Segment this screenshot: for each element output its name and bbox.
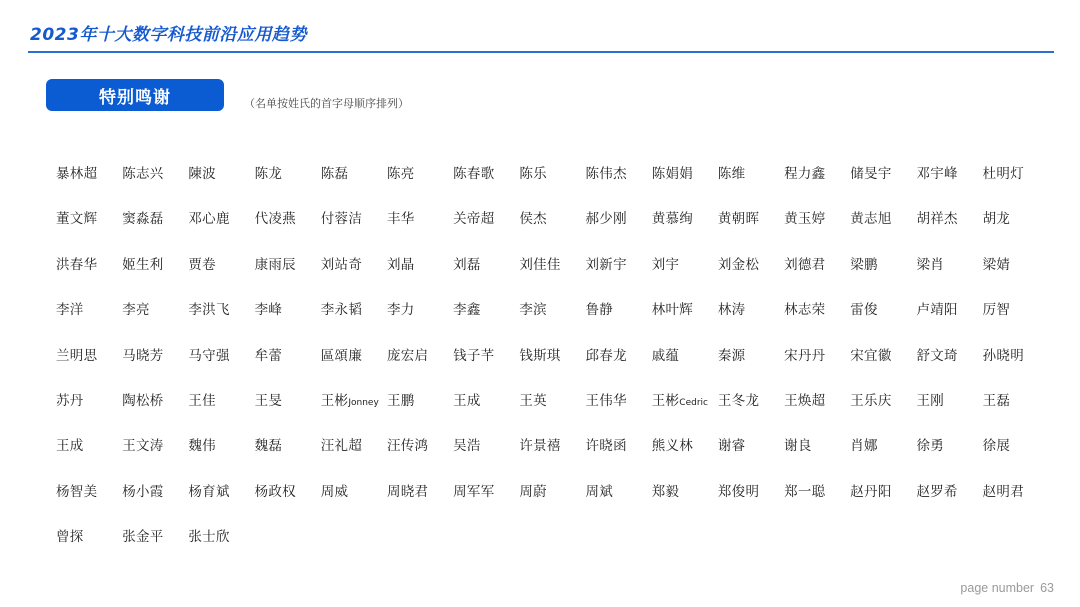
person-name: 邱春龙 (585, 347, 627, 364)
person-name: 王冬龙 (717, 392, 760, 409)
person-name: 黄朝晖 (717, 211, 760, 228)
person-name: 李峰 (254, 302, 283, 319)
person-name: 鲁静 (585, 302, 614, 319)
person-name: 暴林超 (56, 166, 98, 182)
person-name: 宋宜徽 (850, 347, 892, 364)
person-name: 陶松桥 (122, 392, 164, 409)
person-name: 區頌廉 (320, 347, 363, 364)
page-number-label: page number (960, 581, 1035, 595)
person-name: 孙晓明 (982, 347, 1025, 364)
person-name: 杨智美 (56, 483, 98, 500)
person-name: 吴浩 (453, 438, 481, 455)
person-name: 杜明灯 (982, 166, 1025, 182)
person-name: 黄慕绚 (651, 211, 694, 228)
person-name: 陈亮 (386, 166, 415, 182)
person-name: 关帝超 (453, 211, 495, 228)
person-name: 林叶辉 (651, 302, 694, 319)
person-name: 陈龙 (254, 166, 283, 182)
person-name: 王英 (519, 392, 547, 409)
person-name: 王文涛 (122, 438, 164, 455)
person-name: 戚蕴 (651, 347, 680, 364)
person-name (652, 391, 718, 436)
person-name: 李鑫 (453, 302, 481, 319)
person-name: 曾探 (56, 529, 84, 546)
person-name: 陳波 (188, 166, 216, 182)
person-name: 王刚 (916, 392, 945, 409)
person-name: 陈春歌 (453, 166, 495, 182)
person-name: 许晓函 (585, 438, 627, 455)
person-name: 周威 (320, 483, 349, 500)
person-name: 宋丹丹 (784, 347, 826, 364)
person-name: 谢睿 (717, 438, 746, 455)
person-name: 汪礼超 (320, 438, 363, 455)
person-name: 陈维 (717, 166, 746, 182)
person-name: 郑毅 (651, 483, 680, 500)
person-name: 杨小霞 (122, 483, 164, 500)
person-name: 刘宇 (651, 256, 680, 273)
person-name: 张金平 (122, 529, 164, 546)
person-name: 王成 (453, 392, 481, 409)
person-name: 赵明君 (982, 483, 1025, 500)
person-name: 周斌 (585, 483, 614, 500)
person-name: 梁婧 (982, 256, 1011, 273)
person-name: 许景禧 (519, 438, 561, 455)
person-name: 梁肖 (916, 256, 945, 273)
person-name: 窦淼磊 (122, 211, 164, 228)
person-name: 郑俊明 (717, 483, 760, 500)
person-name-cjk: 王彬 (651, 392, 680, 409)
person-name: 邓心鹿 (188, 211, 230, 228)
person-name-latin: Jonney (348, 397, 379, 408)
person-name: 丰华 (386, 211, 415, 228)
person-name: 马守强 (188, 347, 230, 364)
person-name: 刘晶 (386, 256, 415, 273)
person-name-latin: Cedric (679, 397, 708, 408)
person-name: 舒文琦 (916, 347, 958, 364)
person-name: 陈娟娟 (651, 166, 694, 182)
person-name: 胡祥杰 (916, 211, 958, 228)
page-number-value: 63 (1040, 581, 1054, 595)
person-name: 周军军 (453, 483, 495, 500)
person-name: 刘磊 (453, 256, 481, 273)
person-name: 邓宇峰 (916, 166, 958, 182)
person-name: 李永韬 (320, 302, 363, 319)
person-name: 贾卷 (188, 256, 216, 273)
person-name: 赵罗希 (916, 483, 958, 500)
person-name: 陈志兴 (122, 166, 164, 182)
person-name: 赵丹阳 (850, 483, 892, 500)
person-name: 徐勇 (916, 438, 945, 455)
person-name: 黄玉婷 (784, 211, 826, 228)
person-name: 牟蕾 (254, 347, 283, 364)
person-name: 王磊 (982, 392, 1011, 409)
person-name: 马晓芳 (122, 347, 164, 364)
person-name: 钱斯琪 (519, 347, 561, 364)
person-name: 王佳 (188, 392, 216, 409)
person-name: 李滨 (519, 302, 547, 319)
person-name: 谢良 (784, 438, 812, 455)
person-name: 徐展 (982, 438, 1011, 455)
person-name: 侯杰 (519, 211, 547, 228)
person-name: 刘佳佳 (519, 256, 561, 273)
person-name: 钱子芊 (453, 347, 495, 364)
person-name: 胡龙 (982, 211, 1011, 228)
person-name: 肖娜 (850, 438, 878, 455)
person-name: 李洪飞 (188, 302, 230, 319)
person-name: 王鹏 (386, 392, 415, 409)
person-name: 秦源 (717, 347, 746, 364)
person-name: 魏磊 (254, 438, 283, 455)
ordering-note: （名单按姓氏的首字母顺序排列） (244, 97, 409, 110)
person-name: 陈伟杰 (585, 166, 627, 182)
person-name: 刘金松 (717, 256, 760, 273)
person-name: 周晓君 (386, 483, 429, 500)
names-grid (56, 164, 1066, 573)
person-name: 汪传鸿 (386, 438, 429, 455)
person-name: 厉智 (982, 302, 1011, 319)
person-name: 郑一聪 (784, 483, 826, 500)
person-name: 张士欣 (188, 529, 230, 546)
person-name: 程力鑫 (784, 166, 826, 182)
person-name: 熊义林 (651, 438, 694, 455)
person-name: 王焕超 (784, 392, 826, 409)
person-name: 李力 (386, 302, 415, 319)
person-name: 李亮 (122, 302, 150, 319)
person-name: 郝少刚 (585, 211, 627, 228)
person-name: 陈磊 (320, 166, 349, 182)
person-name: 林涛 (717, 302, 746, 319)
person-name-cjk: 王彬 (320, 392, 349, 409)
person-name: 刘站奇 (320, 256, 363, 273)
title-divider (28, 51, 1054, 53)
person-name: 雷俊 (850, 302, 878, 319)
person-name: 王成 (56, 438, 84, 455)
person-name: 杨育斌 (188, 483, 230, 500)
person-name: 刘德君 (784, 256, 826, 273)
person-name: 储旻宇 (850, 166, 892, 182)
person-name: 兰明思 (56, 347, 98, 364)
person-name: 陈乐 (519, 166, 547, 182)
person-name: 姬生利 (122, 256, 164, 273)
person-name: 卢靖阳 (916, 302, 958, 319)
person-name: 王伟华 (585, 392, 627, 409)
person-name: 林志荣 (784, 302, 826, 319)
person-name: 康雨辰 (254, 256, 296, 273)
page-title: 2023年十大数字科技前沿应用趋势 (30, 25, 307, 45)
person-name: 魏伟 (188, 438, 216, 455)
person-name: 杨政权 (254, 483, 296, 500)
person-name: 代凌燕 (254, 211, 296, 228)
person-name: 王乐庆 (850, 392, 892, 409)
person-name: 黄志旭 (850, 211, 892, 228)
person-name: 苏丹 (56, 392, 84, 409)
person-name: 庞宏启 (386, 347, 429, 364)
person-name: 王旻 (254, 392, 283, 409)
person-name: 刘新宇 (585, 256, 627, 273)
person-name: 李洋 (56, 302, 84, 319)
page-number (960, 581, 1054, 595)
person-name: 董文辉 (56, 211, 98, 228)
person-name (321, 391, 387, 436)
acknowledgement-badge: 特别鸣谢 (46, 79, 224, 111)
person-name: 洪春华 (56, 256, 98, 273)
person-name: 付蓉洁 (320, 211, 363, 228)
person-name: 周蔚 (519, 483, 547, 500)
person-name: 梁鹏 (850, 256, 878, 273)
